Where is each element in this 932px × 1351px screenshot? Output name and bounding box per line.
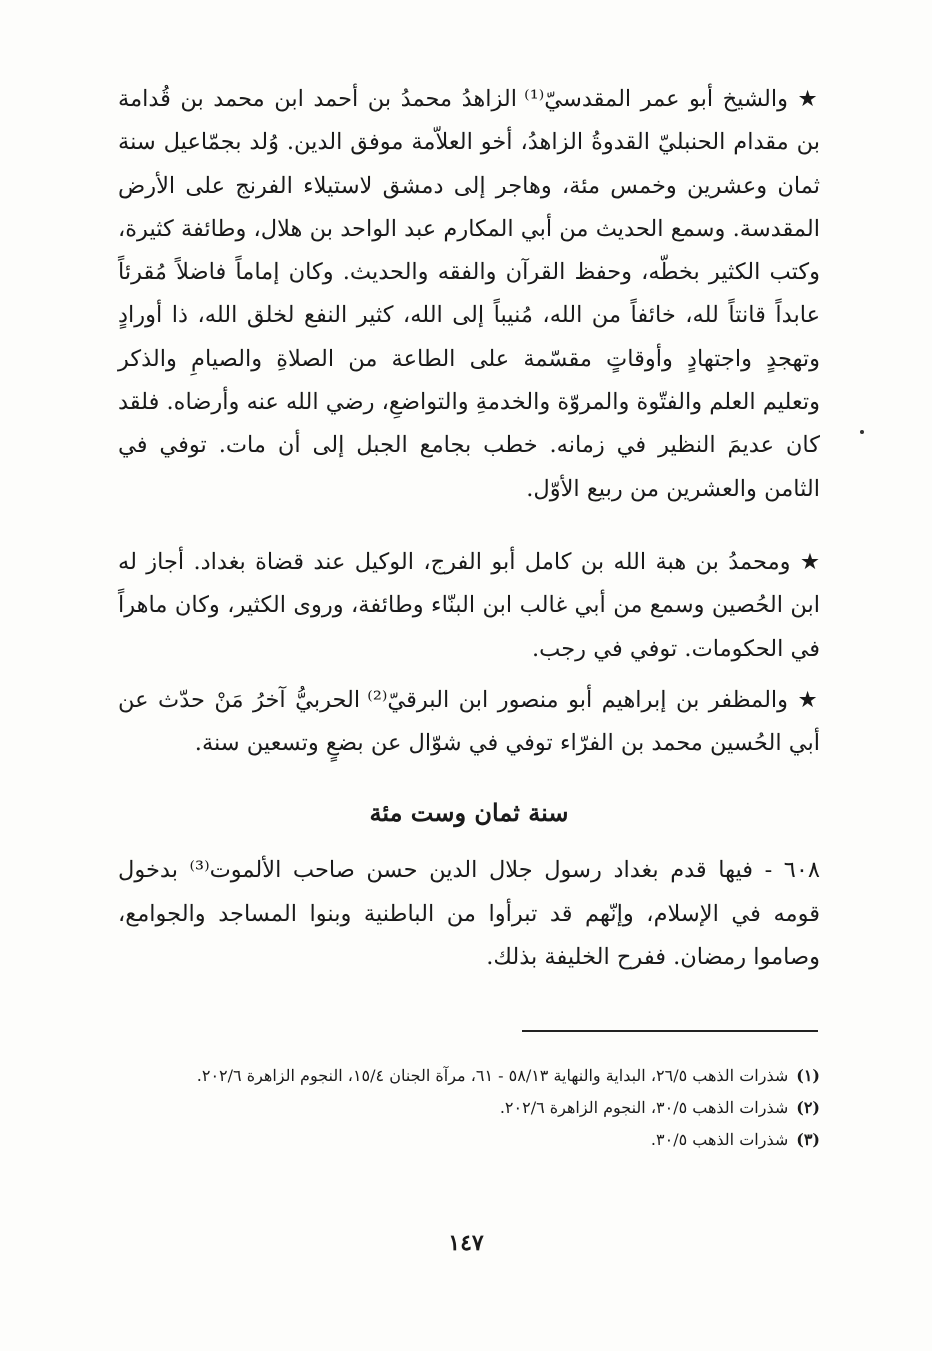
footnote-text: شذرات الذهب ٢٦/٥، البداية والنهاية ٥٨/١٣ - ٦١، مرآة الجنان ١٥/٤، النجوم الزاهرة ٢٠٢/٦. <box>196 1066 789 1085</box>
footnote-1 <box>118 1060 820 1092</box>
footnote-3 <box>118 1124 820 1156</box>
footnotes <box>118 1060 820 1156</box>
footnote-2 <box>118 1092 820 1124</box>
entry-muzaffar-ibn-ibrahim: ★ والمظفر بن إبراهيم أبو منصور ابن البرقيّ⁽²⁾ الحربيُّ آخرُ مَنْ حدّث عن أبي الحُسين محمد بن الفرّاء توفي في شوّال عن بضعٍ وتسعين سنة. <box>118 686 820 757</box>
footnote-number: (١) <box>796 1066 820 1085</box>
footnote-divider <box>522 1030 818 1032</box>
page-number: ١٤٧ <box>448 1230 484 1256</box>
section-heading: سنة ثمان وست مئة <box>369 798 569 828</box>
footnote-number: (٣) <box>796 1130 820 1149</box>
section-entry-608: ٦٠٨ - فيها قدم بغداد رسول جلال الدين حسن صاحب الألموت⁽³⁾ بدخول قومه في الإسلام، وإنّهم قد تبرأوا من الباطنية وبنوا المساجد والجوامع، وصاموا رمضان. ففرح الخليفة بذلك. <box>118 857 820 971</box>
margin-dot <box>860 430 864 434</box>
entry-abu-umar: ★ والشيخ أبو عمر المقدسيّ⁽¹⁾ الزاهدُ محمدُ بن أحمد ابن محمد بن قُدامة بن مقدام الحنبليّ القدوةُ الزاهدُ، أخو العلاّمة موفق الدين. وُلد بجمّاعيل سنة ثمان وعشرين وخمس مئة، وهاجر إلى دمشق لاستيلاء الفرنج على الأرض المقدسة. وسمع الحديث من أبي المكارم عبد الواحد بن هلال، وطائفة كثيرة، وكتب الكثير بخطّه، وحفظ القرآن والفقه والحديث. وكان إماماً فاضلاً مُقرئاً عابداً قانتاً لله، خائفاً من الله، مُنيباً إلى الله، كثير النفع لخلق الله، ذا أورادٍ وتهجدٍ واجتهادٍ وأوقاتٍ مقسّمة على الطاعة من الصلاةِ والصيامِ والذكر وتعليم العلم والفتّوة والمروّة والخدمةِ والتواضعِ، رضي الله عنه وأرضاه. فلقد كان عديمَ النظير في زمانه. خطب بجامع الجبل إلى أن مات. توفي في الثامن والعشرين من ربيع الأوّل. <box>117 86 821 502</box>
footnote-number: (٢) <box>796 1098 820 1117</box>
page-body <box>118 78 820 979</box>
footnote-text: شذرات الذهب ٣٠/٥. <box>650 1130 789 1149</box>
entry-muhammad-ibn-hibatallah: ★ ومحمدُ بن هبة الله بن كامل أبو الفرج، الوكيل عند قضاة بغداد. أجاز له ابن الحُصين وسمع من أبي غالب ابن البنّاء وطائفة، وروى الكثير، وكان ماهراً في الحكومات. توفي في رجب. <box>118 548 820 662</box>
footnote-text: شذرات الذهب ٣٠/٥، النجوم الزاهرة ٢٠٢/٦. <box>499 1098 789 1117</box>
